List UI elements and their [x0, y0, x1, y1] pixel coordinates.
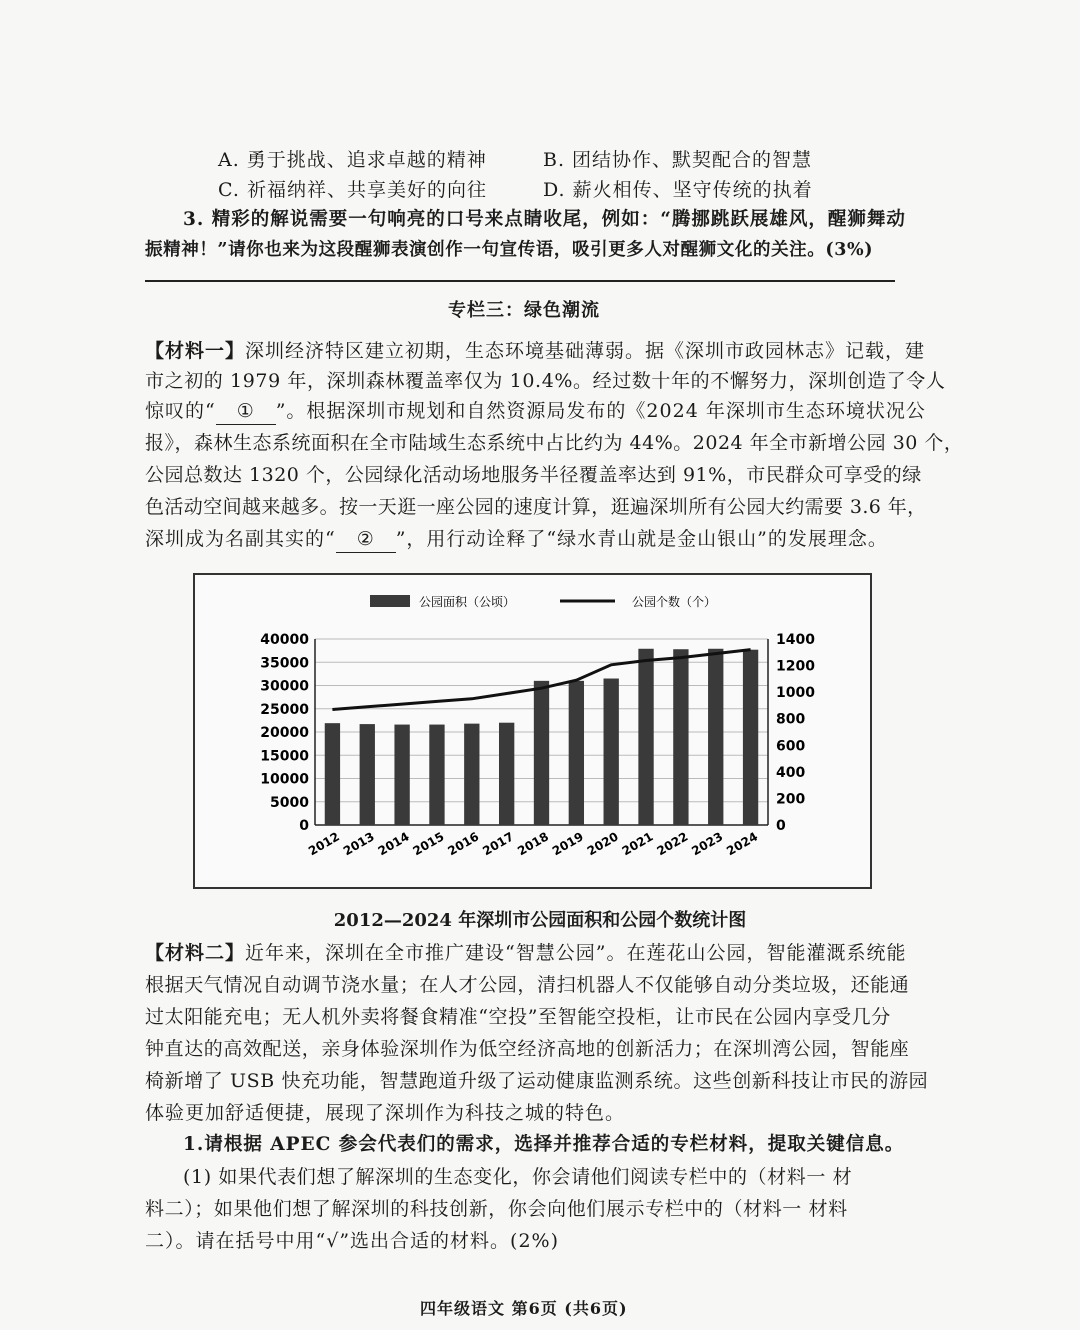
y-left-tick-label: 0: [299, 818, 309, 834]
material-1-text-1: 深圳经济特区建立初期，生态环境基础薄弱。据《深圳市政园林志》记载，建: [245, 340, 926, 362]
section-divider: [145, 280, 895, 282]
y-right-tick-label: 200: [776, 791, 806, 808]
x-tick-label: 2024: [724, 829, 761, 859]
y-left-tick-label: 35000: [260, 655, 309, 672]
y-left-tick-label: 5000: [270, 794, 309, 811]
bar: [569, 681, 584, 825]
question-3-line-1: 3. 精彩的解说需要一句响亮的口号来点睛收尾，例如：“腾挪跳跃展雄风，醒狮舞动: [183, 209, 906, 230]
option-b: B. 团结协作、默契配合的智慧: [543, 149, 813, 171]
bar: [360, 724, 375, 825]
y-right-tick-label: 0: [776, 818, 786, 834]
y-right-tick-label: 1400: [776, 632, 815, 648]
bar: [464, 724, 479, 825]
question-1-title: 1.请根据 APEC 参会代表们的需求，选择并推荐合适的专栏材料，提取关键信息。: [183, 1134, 905, 1155]
material-1-line-5: 公园总数达 1320 个，公园绿化活动场地服务半径覆盖率达到 91%，市民群众可享受的绿: [145, 464, 922, 486]
chart-plot-area: [260, 632, 815, 858]
y-left-tick-label: 30000: [260, 678, 309, 695]
material-1-line-3: [145, 398, 926, 425]
legend-bar-swatch: [370, 595, 410, 607]
bar: [708, 649, 723, 825]
bar: [604, 679, 619, 825]
section-title: 专栏三：绿色潮流: [448, 300, 600, 321]
bar: [673, 649, 688, 825]
y-left-tick-label: 25000: [260, 701, 309, 718]
blank-1: ①: [216, 398, 276, 425]
x-tick-label: 2020: [584, 829, 621, 859]
material-1-line-7: [145, 526, 888, 553]
material-2-line-1: [145, 940, 906, 966]
material-2-line-6: 体验更加舒适便捷，展现了深圳作为科技之城的特色。: [145, 1102, 626, 1124]
bar: [394, 725, 409, 825]
question-1-sub-2: 料二）；如果他们想了解深圳的科技创新，你会向他们展示专栏中的（材料一 材料: [145, 1198, 848, 1220]
material-1-text-7b: ”，用行动诠释了“绿水青山就是金山银山”的发展理念。: [395, 528, 888, 550]
bar: [325, 723, 340, 825]
option-c: C. 祈福纳祥、共享美好的向往: [218, 179, 487, 201]
x-tick-label: 2013: [340, 829, 377, 859]
question-1-sub-3: 二）。请在括号中用“√”选出合适的材料。(2%): [145, 1230, 560, 1252]
material-2-line-2: 根据天气情况自动调节浇水量；在人才公园，清扫机器人不仅能够自动分类垃圾，还能通: [145, 974, 910, 996]
material-2-label: 【材料二】: [145, 942, 246, 964]
question-3-line-2: 振精神！”请你也来为这段醒狮表演创作一句宣传语，吸引更多人对醒狮文化的关注。(3%): [145, 240, 874, 260]
legend-line-label: 公园个数（个）: [632, 595, 717, 609]
page-footer: 四年级语文 第6页 (共6页): [420, 1299, 628, 1318]
chart-legend: [370, 594, 716, 609]
x-tick-label: 2023: [689, 829, 726, 859]
x-tick-label: 2021: [619, 829, 656, 859]
x-tick-label: 2014: [375, 829, 412, 859]
x-tick-label: 2017: [480, 829, 517, 859]
material-1-text-3b: ”。根据深圳市规划和自然资源局发布的《2024 年深圳市生态环境状况公: [275, 400, 926, 422]
question-1-sub-1: (1) 如果代表们想了解深圳的生态变化，你会请他们阅读专栏中的（材料一 材: [183, 1166, 853, 1188]
bar: [499, 723, 514, 825]
x-tick-label: 2018: [515, 829, 551, 859]
bar: [638, 649, 653, 825]
park-chart-svg: [195, 575, 870, 887]
material-1-line-2: 市之初的 1979 年，深圳森林覆盖率仅为 10.4%。经过数十年的不懈努力，深圳创造了令人: [145, 370, 946, 392]
option-d: D. 薪火相传、坚守传统的执着: [543, 179, 813, 201]
y-right-tick-label: 400: [776, 764, 806, 781]
legend-bar-label: 公园面积（公顷）: [419, 595, 516, 609]
material-2-line-4: 钟直达的高效配送，亲身体验深圳作为低空经济高地的创新活力；在深圳湾公园，智能座: [145, 1038, 910, 1060]
material-1-line-4: 报》，森林生态系统面积在全市陆域生态系统中占比约为 44%。2024 年全市新增公园 30 个，: [145, 432, 964, 454]
x-tick-label: 2016: [445, 829, 482, 859]
x-tick-label: 2022: [654, 829, 691, 859]
y-left-tick-label: 40000: [260, 632, 309, 648]
y-left-tick-label: 20000: [260, 725, 309, 741]
material-1-text-3a: 惊叹的“: [145, 400, 216, 422]
chart-caption: 2012—2024 年深圳市公园面积和公园个数统计图: [333, 910, 747, 931]
material-1-line-1: [145, 338, 925, 364]
material-2-text-1: 近年来，深圳在全市推广建设“智慧公园”。在莲花山公园，智能灌溉系统能: [245, 942, 907, 964]
bar: [534, 681, 549, 825]
material-1-line-6: 色活动空间越来越多。按一天逛一座公园的速度计算，逛遍深圳所有公园大约需要 3.6 年，: [145, 496, 927, 518]
material-1-label: 【材料一】: [145, 340, 246, 362]
x-tick-label: 2019: [549, 829, 586, 859]
y-left-tick-label: 15000: [260, 748, 309, 765]
blank-2: ②: [336, 526, 396, 553]
x-tick-label: 2012: [305, 829, 342, 859]
y-right-tick-label: 600: [776, 738, 806, 755]
y-right-tick-label: 1200: [776, 658, 815, 675]
park-chart: [193, 573, 872, 889]
option-a: A. 勇于挑战、追求卓越的精神: [218, 149, 487, 171]
material-1-text-7a: 深圳成为名副其实的“: [145, 528, 336, 550]
material-2-line-5: 椅新增了 USB 快充功能，智慧跑道升级了运动健康监测系统。这些创新科技让市民的游园: [145, 1070, 929, 1092]
y-left-tick-label: 10000: [260, 771, 309, 788]
bar: [743, 650, 758, 825]
material-2-line-3: 过太阳能充电；无人机外卖将餐食精准“空投”至智能空投柜，让市民在公园内享受几分: [145, 1006, 891, 1028]
y-right-tick-label: 800: [776, 711, 806, 728]
y-right-tick-label: 1000: [776, 685, 815, 702]
bar: [429, 725, 444, 825]
x-tick-label: 2015: [410, 829, 447, 859]
